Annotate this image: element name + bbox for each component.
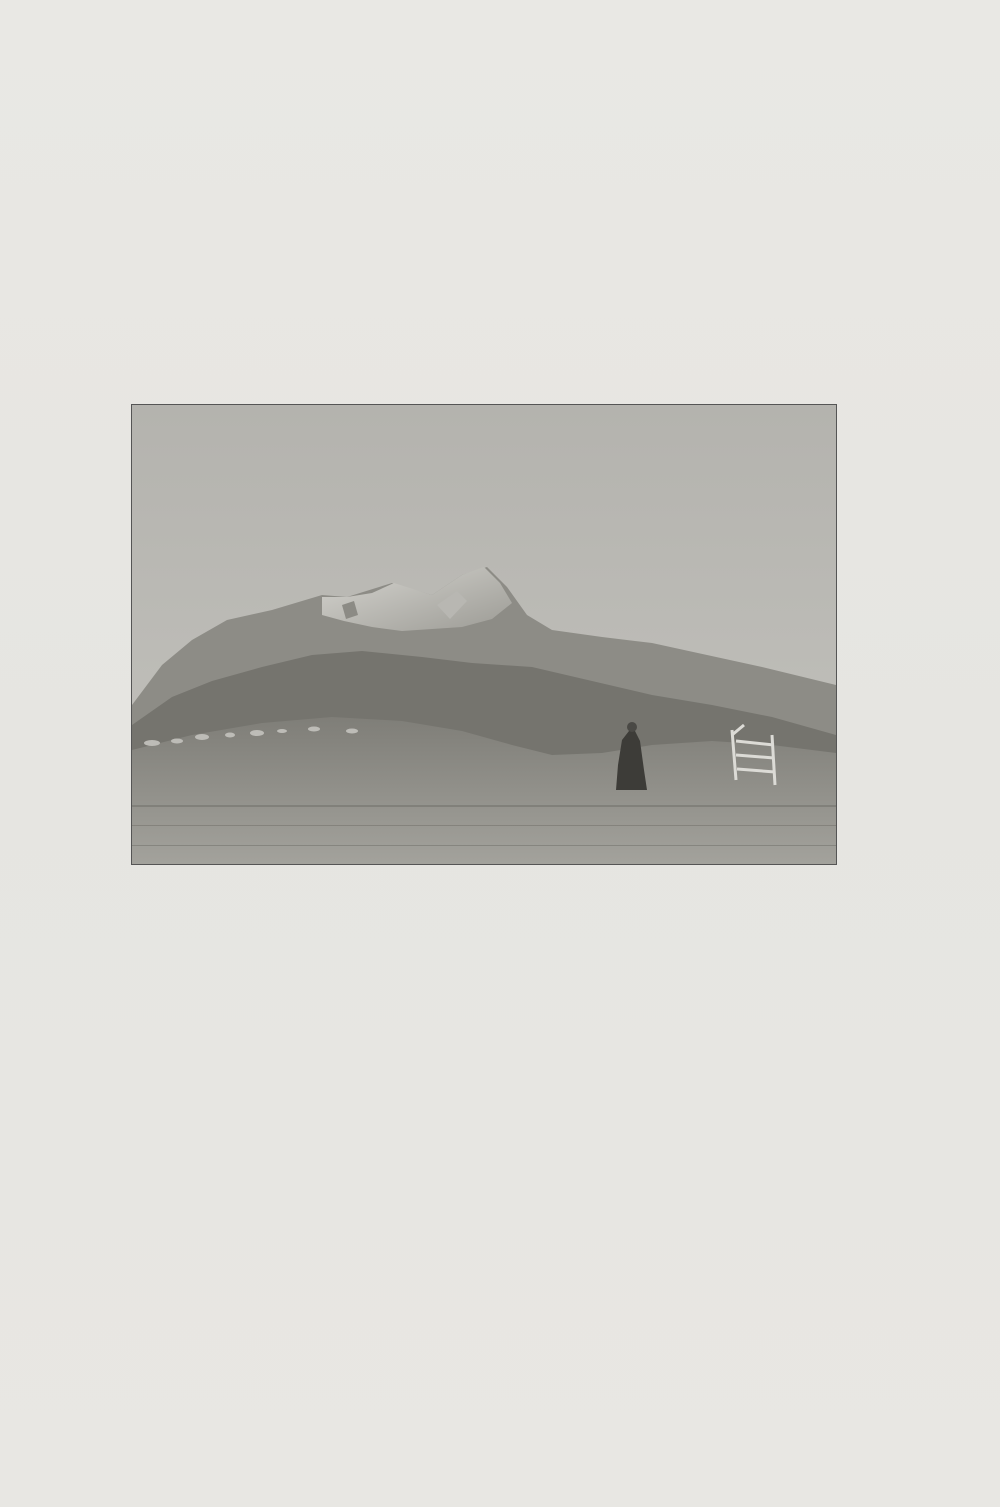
acropolis-photo	[132, 405, 836, 864]
running-head	[144, 96, 830, 122]
photo-illustration	[131, 404, 837, 865]
